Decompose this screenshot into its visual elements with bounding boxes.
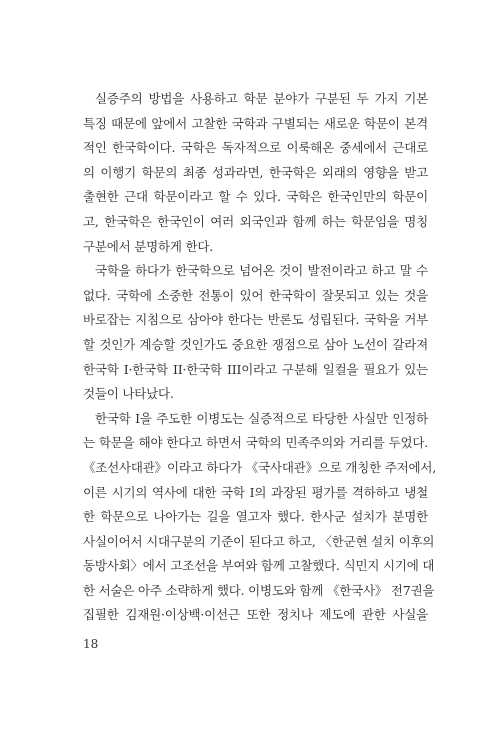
text-line: 출현한 근대 학문이라고 할 수 있다. 국학은 한국인만의 학문이 [83, 189, 428, 205]
body-text [83, 87, 437, 628]
page-number: 18 [83, 637, 99, 651]
text-line: 것들이 나타났다. [83, 386, 174, 402]
text-line: 동방사회〉에서 고조선을 부여와 함께 고찰했다. 식민지 시기에 대 [83, 558, 435, 574]
text-line: 고, 한국학은 한국인이 여러 외국인과 함께 하는 학문임을 명칭 [83, 213, 428, 229]
text-line: 구분에서 분명하게 한다. [83, 238, 214, 254]
text-line: 집필한 김재원·이상백·이선근 또한 정치나 제도에 관한 사실을 [83, 607, 428, 623]
text-line: 없다. 국학에 소중한 전통이 있어 한국학이 잘못되고 있는 것을 [83, 287, 428, 303]
text-line: 의 이행기 학문의 최종 성과라면, 한국학은 외래의 영향을 받고 [83, 164, 428, 180]
text-line: 할 것인가 계승할 것인가도 중요한 쟁점으로 삼아 노선이 갈라져 [83, 336, 428, 352]
text-line: 한 학문으로 나아가는 길을 열고자 했다. 한사군 설치가 분명한 [83, 509, 428, 525]
text-line: 적인 한국학이다. 국학은 독자적으로 이룩해온 중세에서 근대로 [83, 140, 428, 156]
text-line: 실증주의 방법을 사용하고 학문 분야가 구분된 두 가지 기본 [95, 91, 428, 106]
text-line: 사실이어서 시대구분의 기준이 된다고 하고, 〈한군현 설치 이후의 [83, 533, 435, 549]
text-line: 《조선사대관》이라고 하다가 《국사대관》으로 개칭한 주저에서, [83, 459, 437, 475]
text-line: 특징 때문에 앞에서 고찰한 국학과 구별되는 새로운 학문이 본격 [83, 115, 428, 131]
text-line: 한 서술은 아주 소략하게 했다. 이병도와 함께 《한국사》 전7권을 [83, 582, 435, 598]
text-line: 는 학문을 해야 한다고 하면서 국학의 민족주의와 거리를 두었다. [83, 435, 428, 451]
text-line: 바로잡는 지침으로 삼아야 한다는 반론도 성립된다. 국학을 거부 [83, 312, 428, 328]
text-line: 한국학 I을 주도한 이병도는 실증적으로 타당한 사실만 인정하 [95, 410, 428, 426]
text-line: 이른 시기의 역사에 대한 국학 I의 과장된 평가를 격하하고 냉철 [83, 484, 428, 500]
text-line: 한국학 I·한국학 II·한국학 III이라고 구분해 일컬을 필요가 있는 [83, 361, 428, 377]
text-line: 국학을 하다가 한국학으로 넘어온 것이 발전이라고 하고 말 수 [95, 263, 428, 279]
